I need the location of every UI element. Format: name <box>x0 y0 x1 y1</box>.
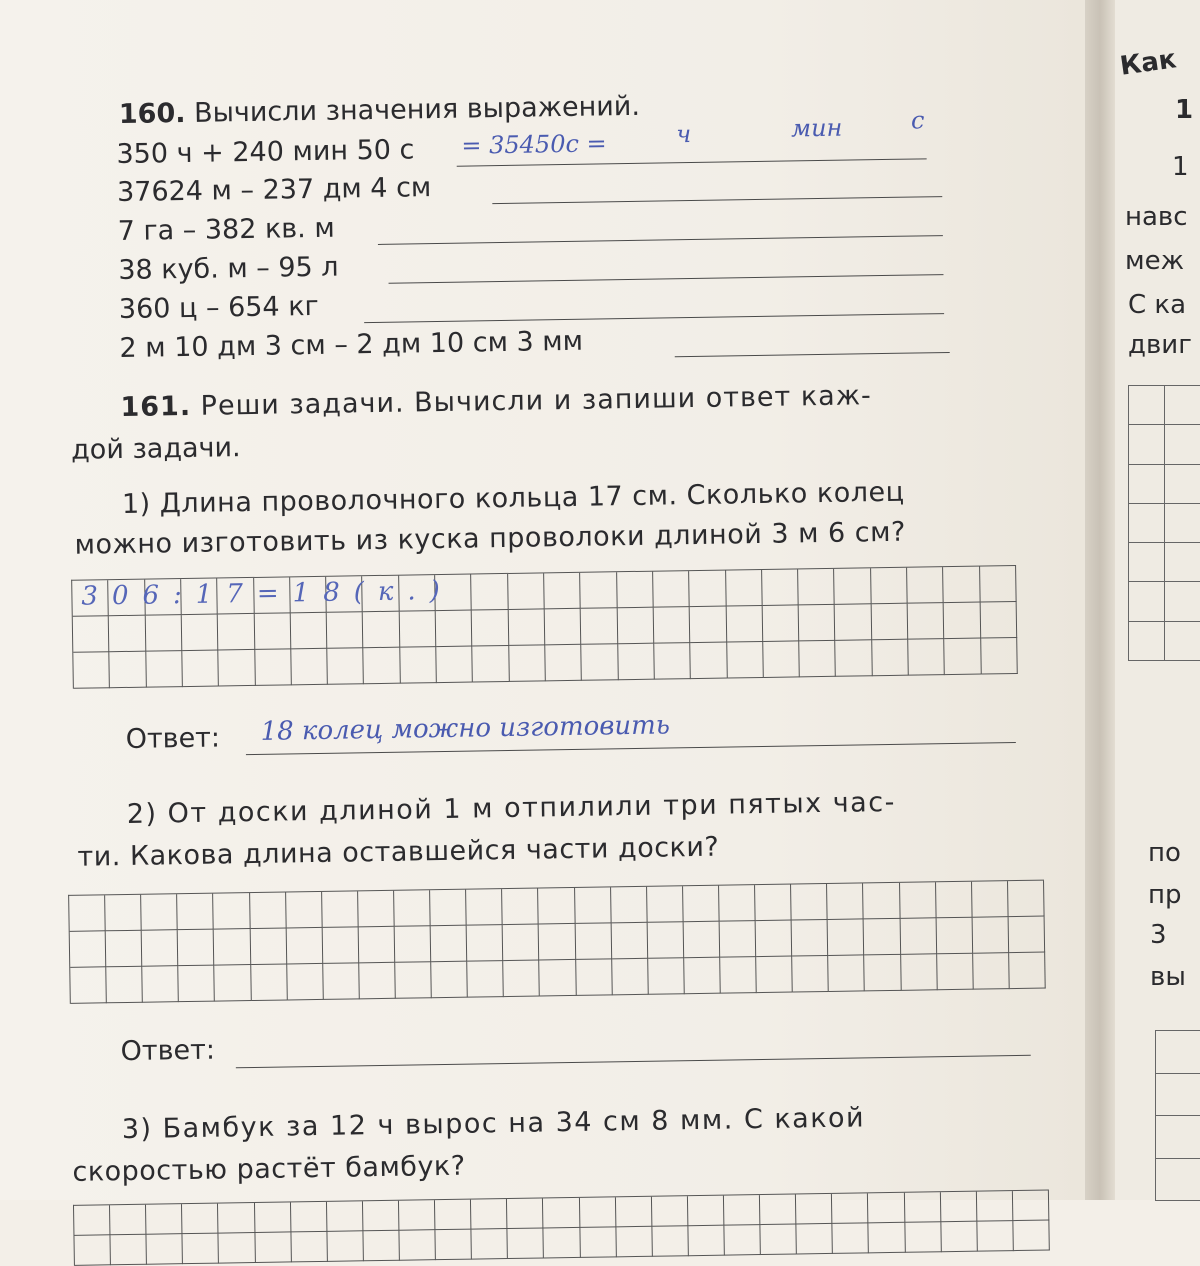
grid-cell <box>833 1223 870 1254</box>
right-page-lower-3: 3 <box>1150 920 1167 950</box>
grid-cell <box>110 1205 147 1236</box>
grid-cell <box>1165 465 1200 504</box>
grid-cell <box>796 1194 833 1225</box>
grid-cell <box>580 572 617 609</box>
grid-cell <box>359 927 396 964</box>
grid-cell <box>286 928 323 965</box>
grid-cell <box>471 1199 508 1230</box>
grid-cell <box>756 921 793 958</box>
grid-cell <box>690 607 727 644</box>
grid-cell <box>683 922 720 959</box>
grid-cell <box>106 967 143 1004</box>
problem-3-line-1: 3) Бамбук за 12 ч вырос на 34 см 8 мм. С какой <box>121 1102 866 1146</box>
grid-cell <box>1165 582 1200 621</box>
grid-cell <box>792 920 829 957</box>
grid-cell <box>900 918 937 955</box>
grid-cell <box>431 926 468 963</box>
grid-cell <box>503 925 540 962</box>
grid-cell <box>544 573 581 610</box>
grid-cell <box>215 965 252 1002</box>
grid-cell <box>544 1228 581 1259</box>
grid-cell <box>617 572 654 609</box>
grid-cell <box>726 570 763 607</box>
right-page-header: Как <box>1118 44 1179 82</box>
grid-cell <box>179 966 216 1003</box>
grid-cell <box>214 929 251 966</box>
grid-cell <box>70 967 107 1004</box>
grid-cell <box>1013 1191 1050 1222</box>
handwritten-sec-unit: с <box>910 106 925 135</box>
grid-cell <box>467 925 504 962</box>
grid-cell <box>755 885 792 922</box>
grid-cell <box>472 610 509 647</box>
grid-cell <box>250 892 287 929</box>
grid-cell <box>1009 953 1046 990</box>
problem-1-answer-handwritten: 18 колец можно изготовить <box>260 710 671 747</box>
problem-1-answer-label: Ответ: <box>125 722 221 755</box>
expression-6: 2 м 10 дм 3 см – 2 дм 10 см 3 мм <box>119 325 584 365</box>
grid-cell <box>322 927 359 964</box>
handwritten-seconds: = 35450с = <box>461 129 607 160</box>
problem-1-line-1: 1) Длина проволочного кольца 17 см. Сколько колец <box>121 476 905 521</box>
grid-cell <box>327 612 364 649</box>
grid-cell <box>581 608 618 645</box>
grid-cell <box>507 1198 544 1229</box>
right-page-line-4: С ка <box>1128 290 1187 320</box>
grid-cell <box>799 605 836 642</box>
grid-cell <box>980 602 1017 639</box>
grid-cell <box>869 1223 906 1254</box>
grid-cell <box>399 611 436 648</box>
grid-cell <box>142 966 179 1003</box>
grid-cell <box>145 615 182 652</box>
grid-cell <box>871 568 908 605</box>
grid-cell <box>395 926 432 963</box>
grid-cell <box>864 919 901 956</box>
problem-3-line-2: скоростью растёт бамбук? <box>72 1150 466 1188</box>
grid-cell <box>74 1205 111 1236</box>
grid-cell <box>797 1224 834 1255</box>
grid-cell <box>936 882 973 919</box>
grid-cell <box>70 931 107 968</box>
task-160-title: Вычисли значения выражений. <box>193 90 641 129</box>
grid-cell <box>182 651 219 688</box>
grid-cell <box>539 924 576 961</box>
grid-cell <box>109 616 146 653</box>
task-161-number: 161. <box>120 390 192 424</box>
right-page-line-2: навс <box>1125 202 1188 232</box>
grid-cell <box>73 616 110 653</box>
grid-cell <box>827 883 864 920</box>
grid-cell <box>900 882 937 919</box>
grid-cell <box>359 963 396 1000</box>
grid-cell <box>972 881 1009 918</box>
grid-cell <box>872 640 909 677</box>
grid-cell <box>832 1193 869 1224</box>
grid-cell <box>576 959 613 996</box>
grid-cell <box>467 961 504 998</box>
task-161-title-2: дой задачи. <box>70 432 241 466</box>
grid-cell <box>799 641 836 678</box>
grid-cell <box>980 566 1017 603</box>
grid-cell <box>654 607 691 644</box>
grid-cell <box>579 1197 616 1228</box>
grid-cell <box>363 1231 400 1262</box>
grid-cell <box>684 958 721 995</box>
grid-cell <box>1129 425 1165 464</box>
grid-cell <box>472 1229 509 1260</box>
grid-cell <box>508 1228 545 1259</box>
grid-cell <box>182 1204 219 1235</box>
grid-cell <box>719 885 756 922</box>
grid-cell <box>291 1202 328 1233</box>
problem-2-answer-label: Ответ: <box>120 1034 216 1068</box>
problem-1-solution: 306:17=18(к.) <box>81 575 455 612</box>
grid-cell <box>683 886 720 923</box>
grid-cell <box>146 1204 183 1235</box>
grid-cell <box>545 609 582 646</box>
grid-cell <box>612 959 649 996</box>
problem-2-grid[interactable] <box>68 880 1046 1004</box>
grid-cell <box>616 1197 653 1228</box>
grid-cell <box>363 1201 400 1232</box>
grid-cell <box>611 923 648 960</box>
grid-cell <box>871 604 908 641</box>
grid-cell <box>763 641 800 678</box>
grid-cell <box>147 1234 184 1265</box>
grid-cell <box>908 603 945 640</box>
grid-cell <box>219 1233 256 1264</box>
grid-cell <box>972 917 1009 954</box>
grid-cell <box>1165 622 1200 661</box>
grid-cell <box>575 887 612 924</box>
grid-cell <box>431 962 468 999</box>
grid-cell <box>973 953 1010 990</box>
grid-cell <box>648 958 685 995</box>
grid-cell <box>395 962 432 999</box>
grid-cell <box>218 1203 255 1234</box>
grid-cell <box>865 955 902 992</box>
grid-cell <box>472 574 509 611</box>
grid-cell <box>724 1225 761 1256</box>
grid-cell <box>720 921 757 958</box>
grid-cell <box>466 889 503 926</box>
grid-cell <box>322 891 359 928</box>
grid-cell <box>473 646 510 683</box>
right-page-lower-4: вы <box>1150 962 1186 992</box>
grid-cell <box>400 647 437 684</box>
grid-cell <box>182 615 219 652</box>
problem-1-line-2: можно изготовить из куска проволоки длиной 3 м 6 см? <box>74 516 907 561</box>
grid-cell <box>110 652 147 689</box>
grid-cell <box>540 960 577 997</box>
grid-cell <box>399 1230 436 1261</box>
grid-cell <box>1156 1116 1200 1159</box>
grid-cell <box>394 890 431 927</box>
grid-cell <box>647 886 684 923</box>
grid-cell <box>791 884 828 921</box>
grid-cell <box>977 1221 1014 1252</box>
grid-cell <box>904 1192 941 1223</box>
grid-cell <box>364 648 401 685</box>
grid-cell <box>863 883 900 920</box>
grid-cell <box>654 643 691 680</box>
grid-cell <box>582 644 619 681</box>
grid-cell <box>291 649 328 686</box>
grid-cell <box>905 1222 942 1253</box>
grid-cell <box>828 919 865 956</box>
grid-cell <box>291 1232 328 1263</box>
grid-cell <box>436 611 473 648</box>
grid-cell <box>430 890 467 927</box>
grid-cell <box>798 569 835 606</box>
grid-cell <box>944 603 981 640</box>
task-161-title-1: Реши задачи. Вычисли и запиши ответ каж- <box>200 380 872 422</box>
grid-cell <box>106 931 143 968</box>
expression-3: 7 га – 382 кв. м <box>117 212 335 248</box>
grid-cell <box>291 613 328 650</box>
grid-cell <box>327 1231 364 1262</box>
grid-cell <box>539 888 576 925</box>
grid-cell <box>828 955 865 992</box>
grid-cell <box>177 894 214 931</box>
grid-cell <box>941 1222 978 1253</box>
grid-cell <box>1165 504 1200 543</box>
grid-cell <box>251 964 288 1001</box>
grid-cell <box>509 645 546 682</box>
grid-cell <box>255 649 292 686</box>
grid-cell <box>908 639 945 676</box>
grid-cell <box>508 609 545 646</box>
grid-cell <box>142 930 179 967</box>
right-page-line-3: меж <box>1125 246 1185 276</box>
grid-cell <box>763 605 800 642</box>
grid-cell <box>1129 465 1165 504</box>
grid-cell <box>363 612 400 649</box>
grid-cell <box>720 957 757 994</box>
grid-cell <box>762 569 799 606</box>
grid-cell <box>327 648 364 685</box>
grid-cell <box>647 922 684 959</box>
grid-cell <box>611 887 648 924</box>
grid-cell <box>690 643 727 680</box>
handwritten-hours: ч <box>676 120 692 149</box>
grid-cell <box>286 892 323 929</box>
grid-cell <box>652 1226 689 1257</box>
right-page-line-5: двиг <box>1128 330 1192 360</box>
grid-cell <box>836 640 873 677</box>
expression-1: 350 ч + 240 мин 50 с <box>116 134 415 171</box>
expression-2: 37624 м – 237 дм 4 см <box>116 172 432 209</box>
task-160-number: 160. <box>118 97 186 131</box>
grid-cell <box>74 1235 111 1266</box>
grid-cell <box>1156 1031 1200 1074</box>
problem-2-line-2: ти. Какова длина оставшейся части доски? <box>77 831 720 873</box>
expression-5: 360 ц – 654 кг <box>118 290 319 326</box>
grid-cell <box>1165 425 1200 464</box>
book-gutter <box>1085 0 1115 1200</box>
grid-cell <box>1165 543 1200 582</box>
grid-cell <box>792 956 829 993</box>
grid-cell <box>1165 386 1200 425</box>
grid-cell <box>183 1234 220 1265</box>
right-page-number: 1 <box>1175 95 1194 125</box>
grid-cell <box>502 889 539 926</box>
grid-cell <box>358 891 395 928</box>
grid-cell <box>219 650 256 687</box>
grid-cell <box>69 895 106 932</box>
grid-cell <box>580 1227 617 1258</box>
grid-cell <box>105 895 142 932</box>
grid-cell <box>1129 386 1165 425</box>
grid-cell <box>1008 917 1045 954</box>
grid-cell <box>436 647 473 684</box>
grid-cell <box>943 567 980 604</box>
grid-cell <box>652 1196 689 1227</box>
grid-cell <box>835 604 872 641</box>
grid-cell <box>287 964 324 1001</box>
grid-cell <box>868 1193 905 1224</box>
grid-cell <box>689 571 726 608</box>
grid-cell <box>504 960 541 997</box>
grid-cell <box>255 1202 292 1233</box>
grid-cell <box>178 930 215 967</box>
grid-cell <box>1013 1221 1050 1252</box>
grid-cell <box>1156 1159 1200 1202</box>
grid-cell <box>616 1227 653 1258</box>
right-page-line-1: 1 <box>1172 152 1189 182</box>
grid-cell <box>937 954 974 991</box>
grid-cell <box>543 1198 580 1229</box>
grid-cell <box>1129 504 1165 543</box>
handwritten-minutes: мин <box>790 113 843 143</box>
right-page-grid-lower <box>1155 1030 1200 1201</box>
grid-cell <box>214 893 251 930</box>
grid-cell <box>1156 1074 1200 1117</box>
grid-cell <box>255 1232 292 1263</box>
grid-cell <box>146 651 183 688</box>
grid-cell <box>617 608 654 645</box>
grid-cell <box>941 1192 978 1223</box>
grid-cell <box>835 568 872 605</box>
grid-cell <box>653 571 690 608</box>
grid-cell <box>760 1194 797 1225</box>
grid-cell <box>936 918 973 955</box>
grid-cell <box>435 1200 472 1231</box>
grid-cell <box>945 639 982 676</box>
grid-cell <box>727 642 764 679</box>
grid-cell <box>901 954 938 991</box>
grid-cell <box>618 644 655 681</box>
grid-cell <box>760 1224 797 1255</box>
grid-cell <box>575 923 612 960</box>
grid-cell <box>907 567 944 604</box>
grid-cell <box>254 613 291 650</box>
grid-cell <box>1129 622 1165 661</box>
grid-cell <box>756 957 793 994</box>
grid-cell <box>1129 582 1165 621</box>
grid-cell <box>977 1191 1014 1222</box>
right-page-lower-2: пр <box>1148 880 1182 910</box>
grid-cell <box>726 606 763 643</box>
grid-cell <box>436 1230 473 1261</box>
grid-cell <box>323 963 360 1000</box>
problem-3-grid[interactable] <box>73 1190 1050 1266</box>
grid-cell <box>250 928 287 965</box>
grid-cell <box>399 1200 436 1231</box>
right-page-grid <box>1128 385 1200 661</box>
right-page-lower-1: по <box>1148 838 1181 868</box>
grid-cell <box>1129 543 1165 582</box>
grid-cell <box>327 1201 364 1232</box>
grid-cell <box>688 1196 725 1227</box>
grid-cell <box>141 894 178 931</box>
grid-cell <box>545 645 582 682</box>
expression-4: 38 куб. м – 95 л <box>118 251 339 287</box>
grid-cell <box>688 1226 725 1257</box>
grid-cell <box>1008 881 1045 918</box>
grid-cell <box>218 614 255 651</box>
grid-cell <box>981 638 1018 675</box>
grid-cell <box>111 1235 148 1266</box>
problem-2-line-1: 2) От доски длиной 1 м отпилили три пятых час- <box>126 786 897 830</box>
grid-cell <box>508 573 545 610</box>
grid-cell <box>73 652 110 689</box>
